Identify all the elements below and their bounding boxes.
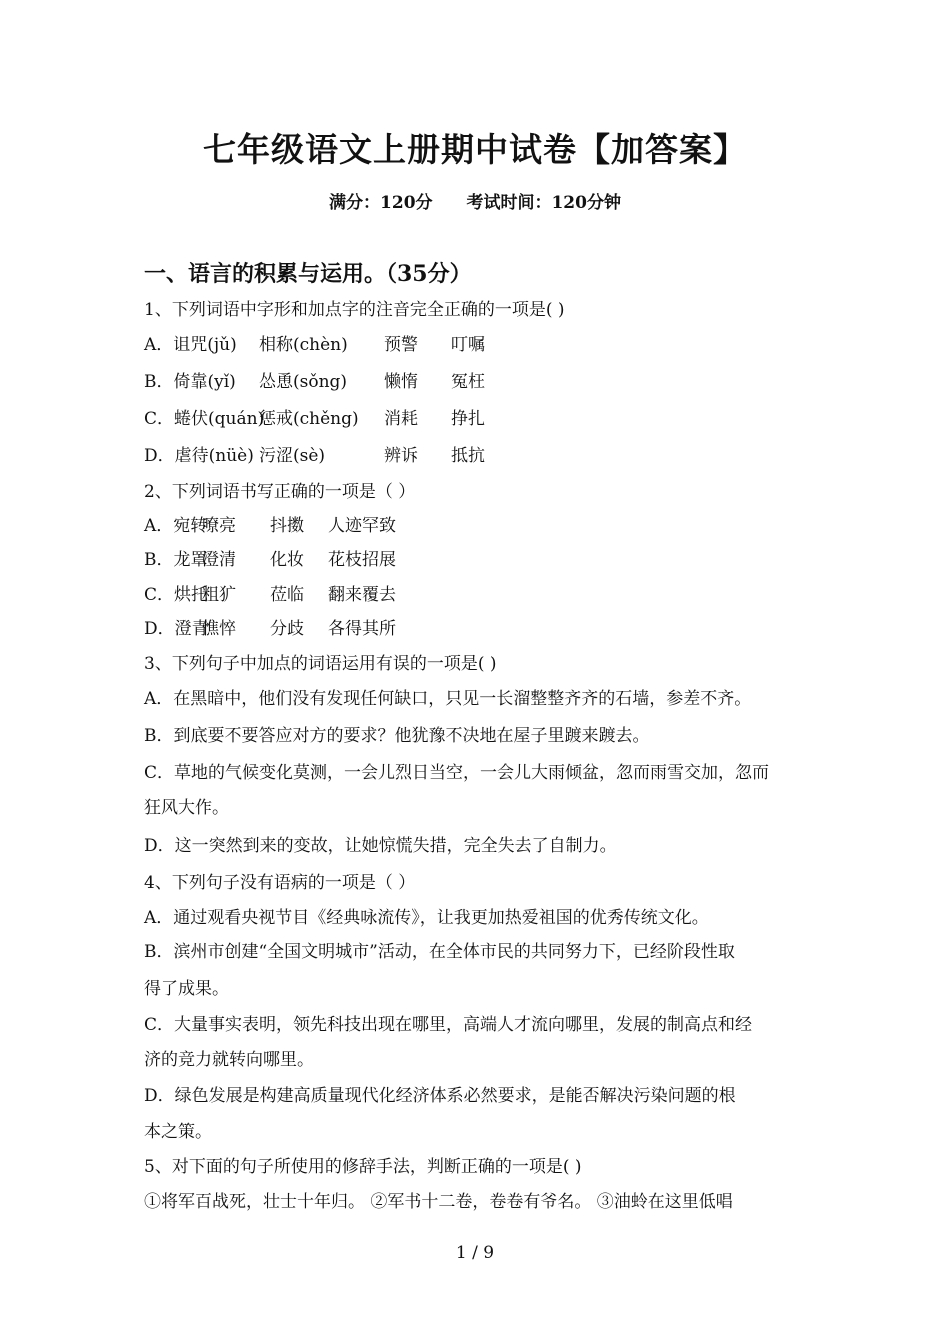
option-item: 人迹罕致: [328, 516, 396, 536]
q1-option-d: [144, 444, 812, 468]
exam-meta: [0, 188, 950, 213]
option-item: 污涩(sè): [259, 446, 326, 466]
question-3-stem: 3、下列句子中加点的词语运用有误的一项是( ): [144, 654, 497, 674]
option-item: 粗犷: [202, 585, 236, 605]
q3-option-d: D．这一突然到来的变故，让她惊慌失措，完全失去了自制力。: [144, 836, 617, 856]
q2-option-d: [144, 617, 812, 641]
q3-option-c-cont: 狂风大作。: [144, 798, 229, 818]
q3-option-a: A．在黑暗中，他们没有发现任何缺口，只见一长溜整整齐齐的石墙，参差不齐。: [144, 689, 752, 709]
option-item: 叮嘱: [451, 335, 485, 355]
option-item: 相称(chèn): [259, 335, 348, 355]
option-item: B．倚靠(yǐ): [144, 372, 236, 392]
section-heading: 一、语言的积累与运用。（35分）: [144, 261, 472, 287]
page-number: 1 / 9: [455, 1243, 495, 1263]
option-item: 抵抗: [451, 446, 485, 466]
option-item: 莅临: [270, 585, 304, 605]
full-score: 满分：120分: [329, 193, 433, 213]
page-title: 七年级语文上册期中试卷【加答案】: [203, 130, 747, 169]
option-item: 各得其所: [328, 619, 396, 639]
option-item: C．蜷伏(quán): [144, 409, 265, 429]
q2-option-a: [144, 514, 812, 538]
option-item: 辨诉: [384, 446, 418, 466]
q4-option-a: A．通过观看央视节目《经典咏流传》，让我更加热爱祖国的优秀传统文化。: [144, 908, 709, 928]
option-item: D．虐待(nüè): [144, 446, 254, 466]
option-item: 消耗: [384, 409, 418, 429]
option-item: B．龙罩: [144, 550, 208, 570]
option-item: 抖擞: [270, 516, 304, 536]
question-2-stem: 2、下列词语书写正确的一项是（ ）: [144, 482, 416, 502]
q2-option-c: [144, 583, 812, 607]
option-item: C．烘托: [144, 585, 209, 605]
q1-option-a: [144, 333, 812, 357]
q4-option-c-cont: 济的竞力就转向哪里。: [144, 1050, 314, 1070]
q4-option-b: B．滨州市创建“全国文明城市”活动，在全体市民的共同努力下，已经阶段性取: [144, 942, 735, 962]
q1-option-c: [144, 407, 812, 431]
q4-option-d: D．绿色发展是构建高质量现代化经济体系必然要求，是能否解决污染问题的根: [144, 1086, 736, 1106]
q2-option-b: [144, 548, 812, 572]
question-5-stem: 5、对下面的句子所使用的修辞手法，判断正确的一项是( ): [144, 1157, 582, 1177]
option-item: A．宛转: [144, 516, 208, 536]
q3-option-c: C．草地的气候变化莫测，一会儿烈日当空，一会儿大雨倾盆，忽而雨雪交加，忽而: [144, 763, 770, 783]
option-item: A．诅咒(jǔ): [144, 335, 237, 355]
option-item: 怂恿(sǒng): [259, 372, 348, 392]
option-item: 分歧: [270, 619, 304, 639]
q3-option-b: B．到底要不要答应对方的要求？他犹豫不决地在屋子里踱来踱去。: [144, 726, 650, 746]
option-item: 懒惰: [384, 372, 418, 392]
q5-sentences: ①将军百战死，壮士十年归。 ②军书十二卷，卷卷有爷名。 ③油蛉在这里低唱: [144, 1192, 733, 1212]
option-item: 翻来覆去: [328, 585, 396, 605]
option-item: 冤枉: [451, 372, 485, 392]
option-item: 化妆: [270, 550, 304, 570]
q4-option-b-cont: 得了成果。: [144, 979, 229, 999]
option-item: 花枝招展: [328, 550, 396, 570]
option-item: 嘹亮: [202, 516, 236, 536]
q1-option-b: [144, 370, 812, 394]
q4-option-d-cont: 本之策。: [144, 1122, 212, 1142]
option-item: 憔悴: [202, 619, 236, 639]
question-4-stem: 4、下列句子没有语病的一项是（ ）: [144, 873, 416, 893]
option-item: 惩戒(chěng): [259, 409, 359, 429]
q4-option-c: C．大量事实表明，领先科技出现在哪里，高端人才流向哪里，发展的制高点和经: [144, 1015, 753, 1035]
option-item: 挣扎: [451, 409, 485, 429]
question-1-stem: 1、下列词语中字形和加点字的注音完全正确的一项是( ): [144, 300, 565, 320]
option-item: 预警: [384, 335, 418, 355]
option-item: 澄清: [202, 550, 236, 570]
exam-time: 考试时间：120分钟: [466, 193, 621, 213]
option-item: D．澄青: [144, 619, 209, 639]
